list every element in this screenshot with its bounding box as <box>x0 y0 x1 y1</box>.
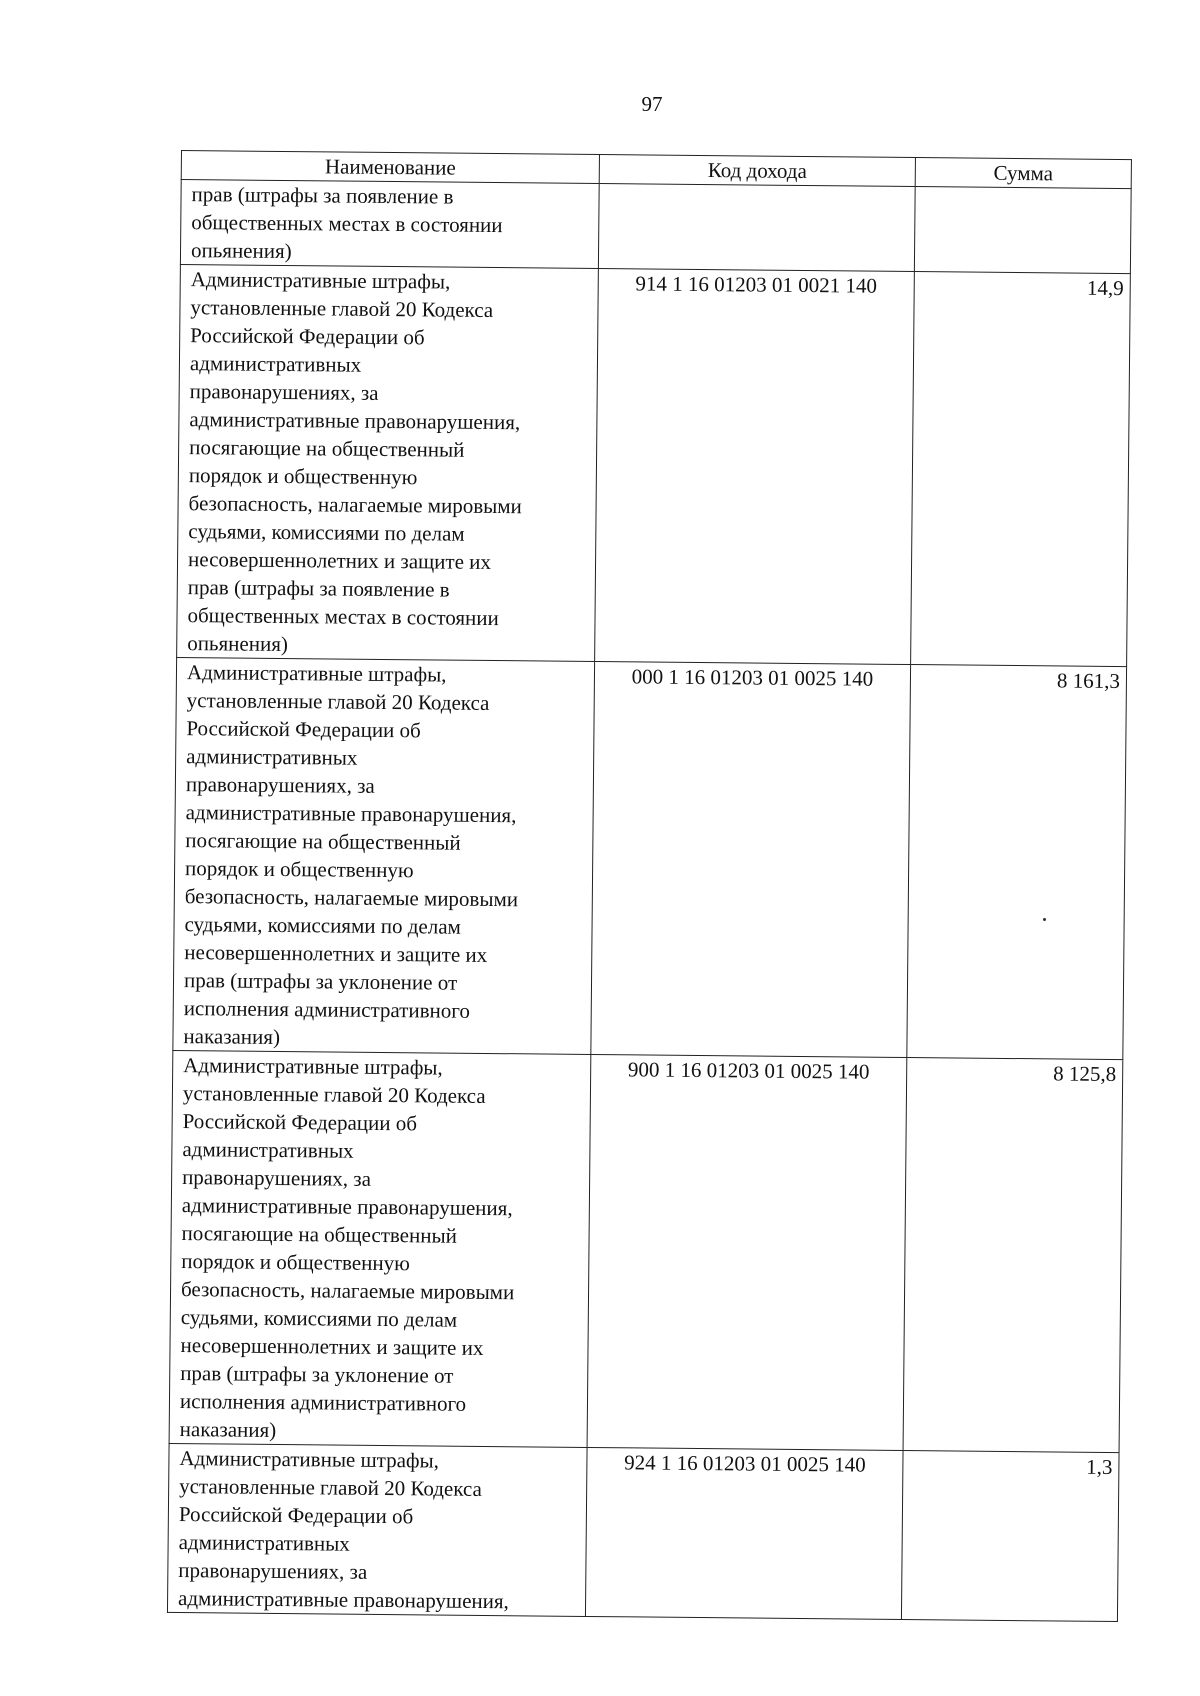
row-sum: 8 125,8 <box>903 1058 1123 1453</box>
header-name: Наименование <box>181 151 599 184</box>
row-name: Административные штрафы, установленные главой 20 Кодекса Российской Федерации об административных правонарушениях, за административные правонарушения, посягающие на общественный порядок и общественную безопасность, налагаемые мировыми судьями, комиссиями по делам несовершеннолетних и защите их прав (штрафы за уклонение от исполнения административного наказания) <box>173 657 595 1054</box>
row-sum: 14,9 <box>911 272 1131 667</box>
row-code: 000 1 16 01203 01 0025 140 <box>591 661 911 1057</box>
row-code <box>598 184 915 272</box>
scan-speck <box>1043 918 1046 921</box>
row-name: Административные штрафы, установленные главой 20 Кодекса Российской Федерации об административных правонарушениях, за административные правонарушения, <box>167 1443 587 1616</box>
row-sum: 1,3 <box>901 1450 1119 1621</box>
page-number: 97 <box>641 92 663 116</box>
header-sum: Сумма <box>915 158 1131 189</box>
table-row <box>167 1443 1119 1621</box>
table-row <box>180 180 1131 274</box>
row-name: прав (штрафы за появление в общественных местах в состоянии опьянения) <box>180 180 599 269</box>
row-code: 914 1 16 01203 01 0021 140 <box>595 269 915 665</box>
revenue-table <box>167 150 1132 1622</box>
row-sum <box>914 187 1131 274</box>
table-row <box>169 1050 1123 1452</box>
row-name: Административные штрафы, установленные главой 20 Кодекса Российской Федерации об административных правонарушениях, за административные правонарушения, посягающие на общественный порядок и общественную безопасность, налагаемые мировыми судьями, комиссиями по делам несовершеннолетних и защите их прав (штрафы за появление в общественных местах в состоянии опьянения) <box>177 264 599 661</box>
table-row <box>177 264 1131 666</box>
header-code: Код дохода <box>599 155 915 187</box>
row-sum: 8 161,3 <box>907 665 1127 1060</box>
table-row <box>173 657 1127 1059</box>
row-code: 924 1 16 01203 01 0025 140 <box>585 1447 903 1619</box>
row-code: 900 1 16 01203 01 0025 140 <box>587 1054 907 1450</box>
row-name: Административные штрафы, установленные главой 20 Кодекса Российской Федерации об административных правонарушениях, за административные правонарушения, посягающие на общественный порядок и общественную безопасность, налагаемые мировыми судьями, комиссиями по делам несовершеннолетних и защите их прав (штрафы за уклонение от исполнения административного наказания) <box>169 1050 591 1447</box>
